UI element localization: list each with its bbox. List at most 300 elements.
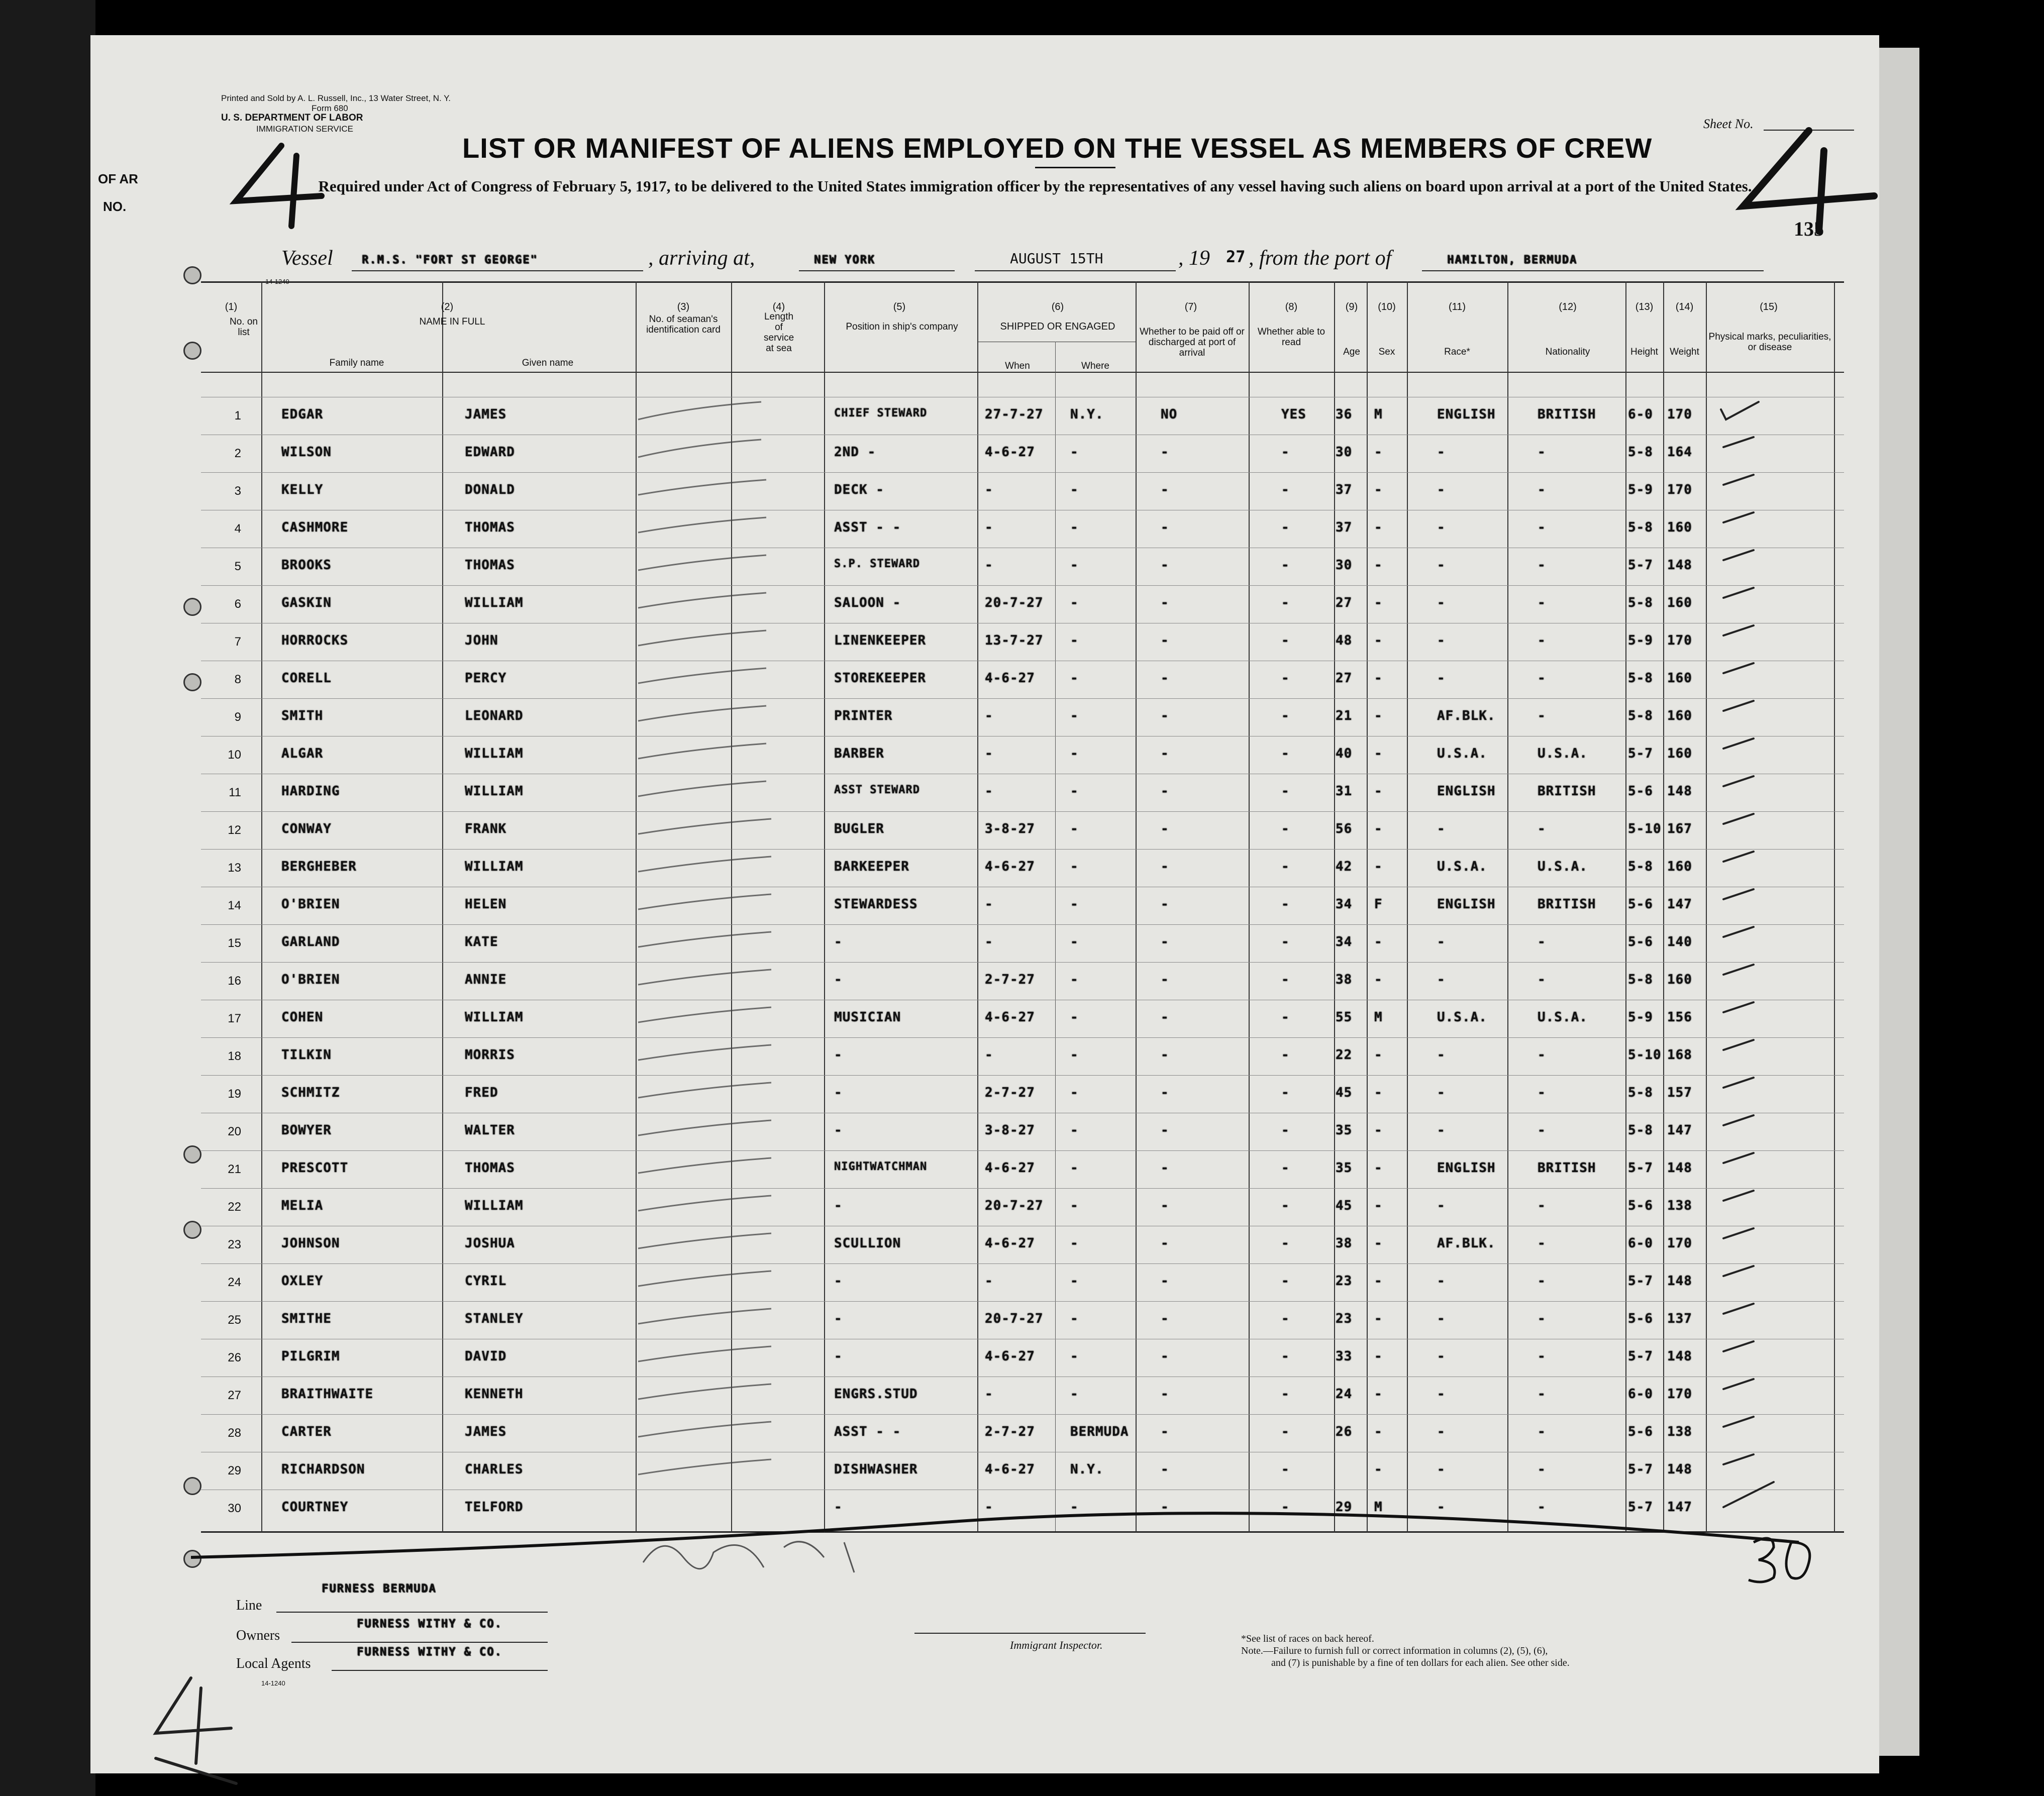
cell-nat: - xyxy=(1538,934,1546,949)
cell-nat: - xyxy=(1538,1311,1546,1326)
cell-nat: - xyxy=(1538,972,1546,987)
col-3-number: (3) xyxy=(677,301,690,312)
cell-weight: 164 xyxy=(1667,445,1692,460)
cell-sex: - xyxy=(1374,708,1383,723)
cell-read: - xyxy=(1281,1424,1290,1439)
cell-height: 5-8 xyxy=(1628,671,1653,686)
cell-weight: 160 xyxy=(1667,520,1692,535)
cell-read: - xyxy=(1281,1462,1290,1477)
cell-when: 13-7-27 xyxy=(985,633,1044,648)
cell-where: - xyxy=(1070,746,1079,761)
cell-nat: - xyxy=(1538,558,1546,573)
cell-weight: 147 xyxy=(1667,897,1692,912)
cell-given: THOMAS xyxy=(465,520,515,535)
cell-age: 55 xyxy=(1336,1010,1353,1025)
cell-where: N.Y. xyxy=(1070,1462,1104,1477)
col-11-heading: Race* xyxy=(1444,347,1470,357)
cell-given: WILLIAM xyxy=(465,746,524,761)
cell-sex: - xyxy=(1374,784,1383,799)
cell-where: - xyxy=(1070,708,1079,723)
arrival-date: AUGUST 15TH xyxy=(1010,250,1103,267)
cell-read: - xyxy=(1281,1349,1290,1364)
cell-position: - xyxy=(834,1274,843,1289)
cell-nat: - xyxy=(1538,1462,1546,1477)
cell-where: - xyxy=(1070,671,1079,686)
cell-weight: 160 xyxy=(1667,859,1692,874)
cell-where: - xyxy=(1070,859,1079,874)
cell-position: BARKEEPER xyxy=(834,859,909,874)
row-number: 29 xyxy=(228,1464,241,1477)
cell-paid: NO xyxy=(1161,407,1178,422)
cell-read: - xyxy=(1281,897,1290,912)
handwritten-corner-mark xyxy=(221,141,342,231)
cell-sex: M xyxy=(1374,407,1383,422)
cell-where: - xyxy=(1070,1349,1079,1364)
col-13-heading: Height xyxy=(1630,347,1658,357)
cell-height: 5-8 xyxy=(1628,445,1653,460)
col-5-heading: Position in ship's company xyxy=(846,322,958,332)
col-7-heading: Whether to be paid off or discharged at port of arrival xyxy=(1140,327,1245,358)
from-underline xyxy=(1422,270,1764,271)
cell-read: - xyxy=(1281,1047,1290,1063)
cell-height: 5-7 xyxy=(1628,1500,1653,1515)
cell-position: MUSICIAN xyxy=(834,1010,901,1025)
cell-nat: - xyxy=(1538,1123,1546,1138)
cell-family: RICHARDSON xyxy=(281,1462,365,1477)
cell-read: - xyxy=(1281,859,1290,874)
cell-height: 5-8 xyxy=(1628,1123,1653,1138)
cell-paid: - xyxy=(1161,1236,1169,1251)
cell-where: - xyxy=(1070,482,1079,497)
cell-race: - xyxy=(1437,1085,1446,1100)
cell-age: 29 xyxy=(1336,1500,1353,1515)
cell-where: - xyxy=(1070,1311,1079,1326)
cell-where: - xyxy=(1070,1160,1079,1176)
binder-hole xyxy=(183,598,201,616)
cell-where: - xyxy=(1070,1123,1079,1138)
cell-given: JOHN xyxy=(465,633,498,648)
row-number: 11 xyxy=(229,786,241,799)
cell-where: - xyxy=(1070,784,1079,799)
cell-when: - xyxy=(985,1387,993,1402)
cell-given: HELEN xyxy=(465,897,507,912)
arriving-port: NEW YORK xyxy=(814,254,875,266)
col-1-heading: No. on list xyxy=(230,316,258,338)
cell-weight: 156 xyxy=(1667,1010,1692,1025)
cell-age: 37 xyxy=(1336,520,1353,535)
page-stamp: 135 xyxy=(1794,218,1824,240)
pencil-tick-marks xyxy=(631,397,781,1527)
cell-nat: - xyxy=(1538,1424,1546,1439)
cell-family: SCHMITZ xyxy=(281,1085,340,1100)
cell-height: 6-0 xyxy=(1628,1387,1653,1402)
cell-height: 6-0 xyxy=(1628,1236,1653,1251)
cell-where: - xyxy=(1070,595,1079,610)
cell-race: ENGLISH xyxy=(1437,1160,1496,1176)
date-underline xyxy=(975,270,1176,271)
cell-sex: - xyxy=(1374,972,1383,987)
cell-height: 5-9 xyxy=(1628,633,1653,648)
cell-nat: - xyxy=(1538,1500,1546,1515)
cell-position: - xyxy=(834,1500,843,1515)
row-number: 21 xyxy=(228,1163,241,1176)
cell-weight: 168 xyxy=(1667,1047,1692,1063)
cell-family: O'BRIEN xyxy=(281,972,340,987)
cell-race: - xyxy=(1437,1311,1446,1326)
col-9-number: (9) xyxy=(1345,301,1358,312)
binder-hole xyxy=(183,1145,201,1164)
cell-family: CONWAY xyxy=(281,821,332,836)
closing-ink-line xyxy=(191,1502,1849,1593)
cell-where: - xyxy=(1070,897,1079,912)
col-10-number: (10) xyxy=(1378,301,1396,312)
cell-race: - xyxy=(1437,633,1446,648)
cell-family: CARTER xyxy=(281,1424,332,1439)
cell-paid: - xyxy=(1161,859,1169,874)
cell-sex: - xyxy=(1374,1236,1383,1251)
cell-family: BOWYER xyxy=(281,1123,332,1138)
cell-sex: - xyxy=(1374,859,1383,874)
cell-given: TELFORD xyxy=(465,1500,524,1515)
cell-height: 5-8 xyxy=(1628,595,1653,610)
cell-given: DONALD xyxy=(465,482,515,497)
arriving-underline xyxy=(799,270,955,271)
cell-nat: - xyxy=(1538,1236,1546,1251)
cell-age: 31 xyxy=(1336,784,1353,799)
col-6-heading: SHIPPED OR ENGAGED xyxy=(1000,321,1115,332)
cell-sex: - xyxy=(1374,934,1383,949)
cell-nat: - xyxy=(1538,1387,1546,1402)
cell-paid: - xyxy=(1161,1160,1169,1176)
cell-given: WILLIAM xyxy=(465,595,524,610)
cell-when: - xyxy=(985,934,993,949)
arriving-label: , arriving at, xyxy=(648,247,755,270)
agents-underline xyxy=(332,1670,548,1671)
cell-given: WALTER xyxy=(465,1123,515,1138)
cell-family: SMITHE xyxy=(281,1311,332,1326)
footer-form-code: 14-1240 xyxy=(261,1679,285,1687)
row-number: 26 xyxy=(228,1351,241,1364)
cell-paid: - xyxy=(1161,746,1169,761)
cell-weight: 160 xyxy=(1667,595,1692,610)
cell-age: 36 xyxy=(1336,407,1353,422)
cell-family: COHEN xyxy=(281,1010,324,1025)
table-top-rule xyxy=(201,281,1844,283)
cell-when: 4-6-27 xyxy=(985,445,1035,460)
cell-given: WILLIAM xyxy=(465,859,524,874)
cell-when: 3-8-27 xyxy=(985,1123,1035,1138)
cell-sex: M xyxy=(1374,1010,1383,1025)
cell-nat: - xyxy=(1538,1085,1546,1100)
binder-hole xyxy=(183,1221,201,1239)
cell-weight: 160 xyxy=(1667,746,1692,761)
cell-height: 5-10 xyxy=(1628,821,1662,836)
line-value: FURNESS BERMUDA xyxy=(322,1582,437,1595)
cell-paid: - xyxy=(1161,708,1169,723)
cell-height: 5-7 xyxy=(1628,1274,1653,1289)
cell-when: 3-8-27 xyxy=(985,821,1035,836)
col-13-number: (13) xyxy=(1635,301,1654,312)
cell-read: - xyxy=(1281,1500,1290,1515)
cell-age: 23 xyxy=(1336,1274,1353,1289)
cell-weight: 147 xyxy=(1667,1500,1692,1515)
cell-position: - xyxy=(834,934,843,949)
cell-family: HARDING xyxy=(281,784,340,799)
cell-when: 20-7-27 xyxy=(985,1311,1044,1326)
cell-when: 4-6-27 xyxy=(985,1462,1035,1477)
cell-paid: - xyxy=(1161,1500,1169,1515)
row-number: 3 xyxy=(234,484,241,498)
cell-age: 34 xyxy=(1336,897,1353,912)
cell-position: - xyxy=(834,1123,843,1138)
cell-race: - xyxy=(1437,595,1446,610)
cell-sex: - xyxy=(1374,558,1383,573)
cell-given: MORRIS xyxy=(465,1047,515,1063)
cell-sex: - xyxy=(1374,595,1383,610)
cell-paid: - xyxy=(1161,595,1169,610)
cell-paid: - xyxy=(1161,934,1169,949)
cell-given: JOSHUA xyxy=(465,1236,515,1251)
row-number: 7 xyxy=(234,635,241,649)
row-number: 2 xyxy=(234,447,241,460)
cell-read: - xyxy=(1281,1274,1290,1289)
cell-paid: - xyxy=(1161,784,1169,799)
cell-race: ENGLISH xyxy=(1437,784,1496,799)
cell-weight: 170 xyxy=(1667,1236,1692,1251)
cell-family: BROOKS xyxy=(281,558,332,573)
department: U. S. DEPARTMENT OF LABOR xyxy=(221,113,363,123)
cell-sex: - xyxy=(1374,1198,1383,1213)
col-15-heading: Physical marks, peculiarities, or disease xyxy=(1708,332,1831,353)
cell-read: YES xyxy=(1281,407,1306,422)
cell-race: - xyxy=(1437,1198,1446,1213)
cell-race: ENGLISH xyxy=(1437,407,1496,422)
page-title: LIST OR MANIFEST OF ALIENS EMPLOYED ON THE VESSEL AS MEMBERS OF CREW xyxy=(462,132,1653,164)
cell-height: 5-8 xyxy=(1628,859,1653,874)
cell-read: - xyxy=(1281,1160,1290,1176)
cell-nat: - xyxy=(1538,1198,1546,1213)
row-number: 23 xyxy=(228,1238,241,1251)
cell-nat: BRITISH xyxy=(1538,407,1596,422)
cell-given: ANNIE xyxy=(465,972,507,987)
races-note: *See list of races on back hereof. xyxy=(1241,1633,1374,1644)
cell-age: 23 xyxy=(1336,1311,1353,1326)
col-7-number: (7) xyxy=(1184,301,1197,312)
cell-family: EDGAR xyxy=(281,407,324,422)
row-number: 30 xyxy=(228,1502,241,1515)
col-4-number: (4) xyxy=(772,301,785,312)
cell-height: 5-8 xyxy=(1628,520,1653,535)
row-number: 10 xyxy=(228,748,241,762)
col-12-number: (12) xyxy=(1559,301,1577,312)
col-6-when-heading: When xyxy=(1005,361,1030,371)
cell-where: - xyxy=(1070,633,1079,648)
cell-position: - xyxy=(834,972,843,987)
cell-sex: - xyxy=(1374,821,1383,836)
cell-family: COURTNEY xyxy=(281,1500,349,1515)
cell-race: - xyxy=(1437,1047,1446,1063)
row-number: 22 xyxy=(228,1200,241,1214)
cell-family: PILGRIM xyxy=(281,1349,340,1364)
cell-when: - xyxy=(985,708,993,723)
cell-when: - xyxy=(985,558,993,573)
cell-position: ASST - - xyxy=(834,1424,901,1439)
cell-read: - xyxy=(1281,1123,1290,1138)
cell-read: - xyxy=(1281,1198,1290,1213)
cell-paid: - xyxy=(1161,972,1169,987)
table-header-rule xyxy=(201,372,1844,373)
cell-age: 30 xyxy=(1336,558,1353,573)
cell-height: 5-6 xyxy=(1628,784,1653,799)
vessel-underline xyxy=(352,270,643,271)
cell-position: BARBER xyxy=(834,746,884,761)
cell-nat: U.S.A. xyxy=(1538,859,1588,874)
agents-label: Local Agents xyxy=(236,1656,311,1671)
cell-age: 26 xyxy=(1336,1424,1353,1439)
cell-where: - xyxy=(1070,972,1079,987)
left-margin-no: NO. xyxy=(103,199,127,214)
cell-height: 5-7 xyxy=(1628,558,1653,573)
cell-race: - xyxy=(1437,972,1446,987)
cell-family: TILKIN xyxy=(281,1047,332,1063)
col-12-heading: Nationality xyxy=(1545,347,1590,357)
cell-weight: 148 xyxy=(1667,558,1692,573)
cell-family: MELIA xyxy=(281,1198,324,1213)
cell-age: 33 xyxy=(1336,1349,1353,1364)
cell-sex: - xyxy=(1374,633,1383,648)
cell-sex: - xyxy=(1374,1047,1383,1063)
cell-sex: M xyxy=(1374,1500,1383,1515)
cell-height: 5-10 xyxy=(1628,1047,1662,1063)
cell-read: - xyxy=(1281,595,1290,610)
cell-position: STOREKEEPER xyxy=(834,671,927,686)
cell-where: - xyxy=(1070,558,1079,573)
cell-weight: 160 xyxy=(1667,708,1692,723)
scan-dark-edge xyxy=(0,0,95,1796)
cell-sex: - xyxy=(1374,482,1383,497)
binder-hole xyxy=(183,342,201,360)
cell-where: - xyxy=(1070,1010,1079,1025)
cell-race: U.S.A. xyxy=(1437,746,1487,761)
cell-where: N.Y. xyxy=(1070,407,1104,422)
cell-family: BERGHEBER xyxy=(281,859,357,874)
cell-height: 5-8 xyxy=(1628,1085,1653,1100)
cell-age: 38 xyxy=(1336,972,1353,987)
cell-weight: 160 xyxy=(1667,671,1692,686)
cell-where: - xyxy=(1070,1085,1079,1100)
cell-race: - xyxy=(1437,445,1446,460)
cell-where: - xyxy=(1070,1500,1079,1515)
cell-where: - xyxy=(1070,445,1079,460)
cell-when: 4-6-27 xyxy=(985,1160,1035,1176)
cell-where: - xyxy=(1070,934,1079,949)
cell-nat: - xyxy=(1538,445,1546,460)
cell-weight: 148 xyxy=(1667,784,1692,799)
cell-position: CHIEF STEWARD xyxy=(834,407,928,419)
cell-family: BRAITHWAITE xyxy=(281,1387,374,1402)
cell-position: - xyxy=(834,1085,843,1100)
printer-line: Printed and Sold by A. L. Russell, Inc., 13 Water Street, N. Y. xyxy=(221,93,451,103)
physical-marks-checks xyxy=(1718,397,1799,1542)
col-11-number: (11) xyxy=(1448,301,1466,312)
cell-position: - xyxy=(834,1311,843,1326)
cell-nat: - xyxy=(1538,1349,1546,1364)
cell-where: - xyxy=(1070,520,1079,535)
cell-sex: - xyxy=(1374,445,1383,460)
cell-read: - xyxy=(1281,520,1290,535)
cell-weight: 148 xyxy=(1667,1274,1692,1289)
cell-nat: - xyxy=(1538,1274,1546,1289)
cell-read: - xyxy=(1281,671,1290,686)
row-number: 14 xyxy=(228,899,241,912)
cell-given: FRANK xyxy=(465,821,507,836)
cell-weight: 170 xyxy=(1667,633,1692,648)
cell-weight: 148 xyxy=(1667,1349,1692,1364)
cell-paid: - xyxy=(1161,1462,1169,1477)
cell-height: 5-6 xyxy=(1628,897,1653,912)
cell-race: - xyxy=(1437,1424,1446,1439)
cell-paid: - xyxy=(1161,520,1169,535)
cell-when: 2-7-27 xyxy=(985,1424,1035,1439)
col-8-number: (8) xyxy=(1285,301,1298,312)
col-2-heading: NAME IN FULL xyxy=(419,316,485,327)
shipped-split-rule xyxy=(1055,342,1056,1531)
cell-given: PERCY xyxy=(465,671,507,686)
cell-read: - xyxy=(1281,482,1290,497)
cell-race: - xyxy=(1437,1500,1446,1515)
cell-nat: BRITISH xyxy=(1538,897,1596,912)
cell-read: - xyxy=(1281,1010,1290,1025)
cell-height: 5-6 xyxy=(1628,934,1653,949)
cell-where: - xyxy=(1070,1274,1079,1289)
cell-given: FRED xyxy=(465,1085,498,1100)
cell-nat: BRITISH xyxy=(1538,1160,1596,1176)
row-number: 27 xyxy=(228,1389,241,1402)
cell-age: 24 xyxy=(1336,1387,1353,1402)
cell-paid: - xyxy=(1161,1198,1169,1213)
cell-paid: - xyxy=(1161,1123,1169,1138)
cell-paid: - xyxy=(1161,558,1169,573)
cell-age: 35 xyxy=(1336,1123,1353,1138)
col-4-heading: Length of service at sea xyxy=(764,311,794,354)
cell-family: O'BRIEN xyxy=(281,897,340,912)
row-number: 4 xyxy=(234,522,241,536)
cell-paid: - xyxy=(1161,1387,1169,1402)
cell-given: LEONARD xyxy=(465,708,524,723)
cell-when: - xyxy=(985,520,993,535)
col-15-number: (15) xyxy=(1760,301,1778,312)
penalty-note-2: and (7) is punishable by a fine of ten dollars for each alien. See other side. xyxy=(1271,1657,1570,1668)
cell-position: ASST - - xyxy=(834,520,901,535)
row-number: 18 xyxy=(228,1049,241,1063)
inspector-label: Immigrant Inspector. xyxy=(1010,1639,1103,1651)
cell-family: PRESCOTT xyxy=(281,1160,349,1176)
cell-age: 38 xyxy=(1336,1236,1353,1251)
cell-paid: - xyxy=(1161,1047,1169,1063)
cell-when: - xyxy=(985,1047,993,1063)
row-number: 13 xyxy=(228,861,241,875)
cell-position: LINENKEEPER xyxy=(834,633,927,648)
cell-age: 35 xyxy=(1336,1160,1353,1176)
cell-read: - xyxy=(1281,821,1290,836)
cell-race: U.S.A. xyxy=(1437,1010,1487,1025)
cell-position: NIGHTWATCHMAN xyxy=(834,1160,928,1173)
cell-paid: - xyxy=(1161,1010,1169,1025)
cell-paid: - xyxy=(1161,1349,1169,1364)
cell-race: ENGLISH xyxy=(1437,897,1496,912)
table-form-code: 14-1240 xyxy=(265,278,289,285)
cell-race: - xyxy=(1437,821,1446,836)
